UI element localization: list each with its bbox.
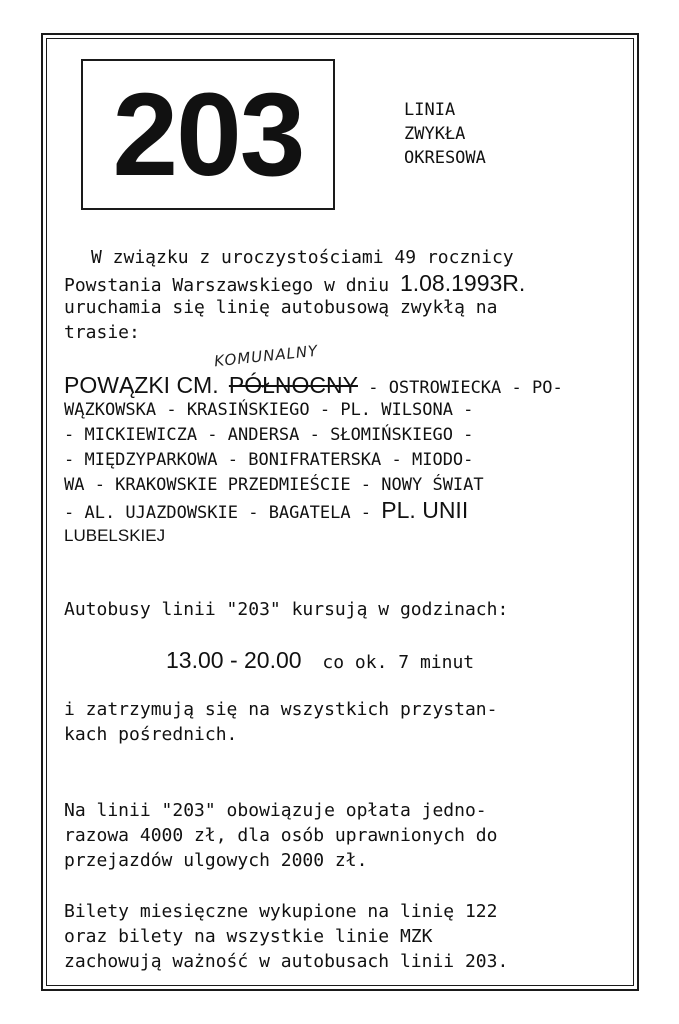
fares-line-1: Na linii "203" obowiązuje opłata jedno- [64, 800, 487, 821]
route-last-stop-1: PL. UNII [381, 497, 469, 523]
intro-line-3: uruchamia się linię autobusową zwykłą na [64, 297, 498, 318]
route-first-stop: POWĄZKI CM. [64, 372, 219, 398]
line-type-label: LINIA [404, 100, 456, 120]
tickets-line-2: oraz bilety na wszystkie linie MZK [64, 926, 433, 947]
intro-line-2-text: Powstania Warszawskiego w dniu [64, 275, 390, 296]
route-last-stop-2: LUBELSKIEJ [64, 526, 166, 545]
intro-line-2 [64, 271, 525, 298]
route-line-4: - MIĘDZYPARKOWA - BONIFRATERSKA - MIODO- [64, 450, 474, 470]
schedule-intro: Autobusy linii "203" kursują w godzinach: [64, 599, 509, 620]
fares-line-2: razowa 4000 zł, dla osób uprawnionych do [64, 825, 498, 846]
route-line-6-text: - AL. UJAZDOWSKIE - BAGATELA - [64, 503, 372, 523]
route-line-5: WA - KRAKOWSKIE PRZEDMIEŚCIE - NOWY ŚWIAT [64, 475, 484, 495]
route-line-6 [64, 497, 468, 526]
line-type [404, 98, 486, 170]
route-line-3: - MICKIEWICZA - ANDERSA - SŁOMIŃSKIEGO - [64, 425, 474, 445]
tickets-line-3: zachowują ważność w autobusach linii 203. [64, 951, 509, 972]
event-date: 1.08.1993R. [399, 270, 526, 296]
fares-line-3: przejazdów ulgowych 2000 zł. [64, 850, 368, 871]
handwritten-correction: KOMUNALNY [213, 341, 320, 371]
intro-line-4: trasie: [64, 322, 140, 343]
schedule-stops-line-1: i zatrzymują się na wszystkich przystan- [64, 699, 498, 720]
line-number: 203 [112, 68, 304, 201]
route-crossed-word: PÓŁNOCNY [228, 372, 358, 398]
line-type-kind: ZWYKŁA [404, 124, 466, 144]
schedule-times [166, 648, 474, 675]
schedule-hours: 13.00 - 20.00 [166, 647, 302, 673]
schedule-stops-line-2: kach pośrednich. [64, 724, 238, 745]
route-line-1-rest: - OSTROWIECKA - PO- [368, 378, 563, 398]
intro-line-1: W związku z uroczystościami 49 rocznicy [91, 247, 514, 268]
line-type-period: OKRESOWA [404, 148, 486, 168]
line-number-box [81, 59, 335, 210]
tickets-line-1: Bilety miesięczne wykupione na linię 122 [64, 901, 498, 922]
route-line-2: WĄZKOWSKA - KRASIŃSKIEGO - PL. WILSONA - [64, 400, 474, 420]
schedule-frequency: co ok. 7 minut [322, 652, 475, 673]
